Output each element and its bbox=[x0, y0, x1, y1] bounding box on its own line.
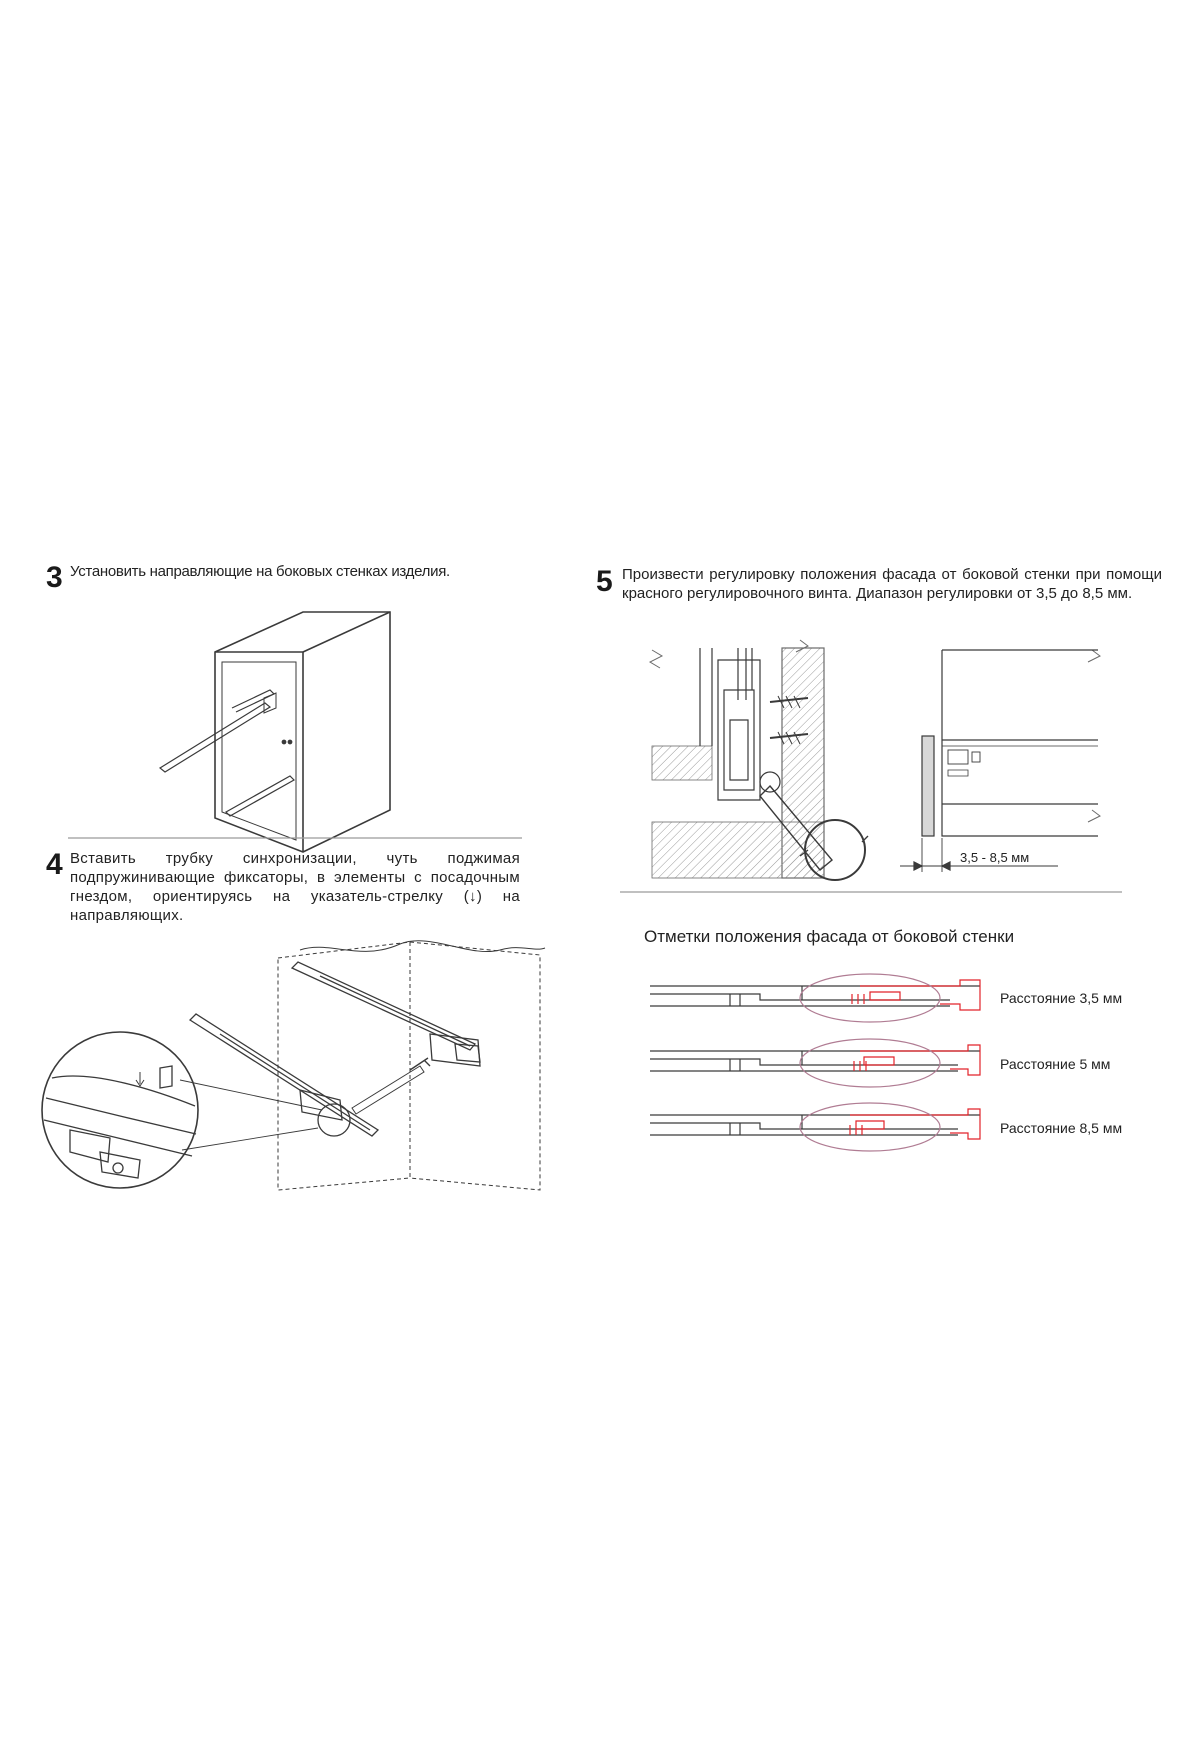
position-mark-row-3 bbox=[650, 1103, 980, 1151]
adjustment-range-label: 3,5 - 8,5 мм bbox=[960, 850, 1030, 865]
position-mark-label-3: Расстояние 8,5 мм bbox=[1000, 1120, 1123, 1136]
step-3-number: 3 bbox=[46, 561, 63, 594]
position-mark-row-2 bbox=[650, 1039, 980, 1087]
step-5-number: 5 bbox=[596, 565, 613, 598]
step-4-number: 4 bbox=[46, 848, 63, 881]
position-mark-row-1 bbox=[650, 974, 980, 1022]
step-4-text: Вставить трубку синхронизации, чуть поджимая подпружинивающие фиксаторы, в элементы с посадочным гнездом, ориентируясь на указатель-стрелку (↓) на направляющих. bbox=[70, 850, 520, 924]
position-mark-label-2: Расстояние 5 мм bbox=[1000, 1056, 1111, 1072]
step-5-text: Произвести регулировку положения фасада от боковой стенки при помощи красного регулировочного винта. Диапазон регулировки от 3,5 до 8,5 мм. bbox=[622, 566, 1162, 602]
position-marks-caption: Отметки положения фасада от боковой стенки bbox=[644, 927, 1015, 946]
step-3-text: Установить направляющие на боковых стенках изделия. bbox=[70, 563, 450, 580]
position-mark-label-1: Расстояние 3,5 мм bbox=[1000, 990, 1123, 1006]
